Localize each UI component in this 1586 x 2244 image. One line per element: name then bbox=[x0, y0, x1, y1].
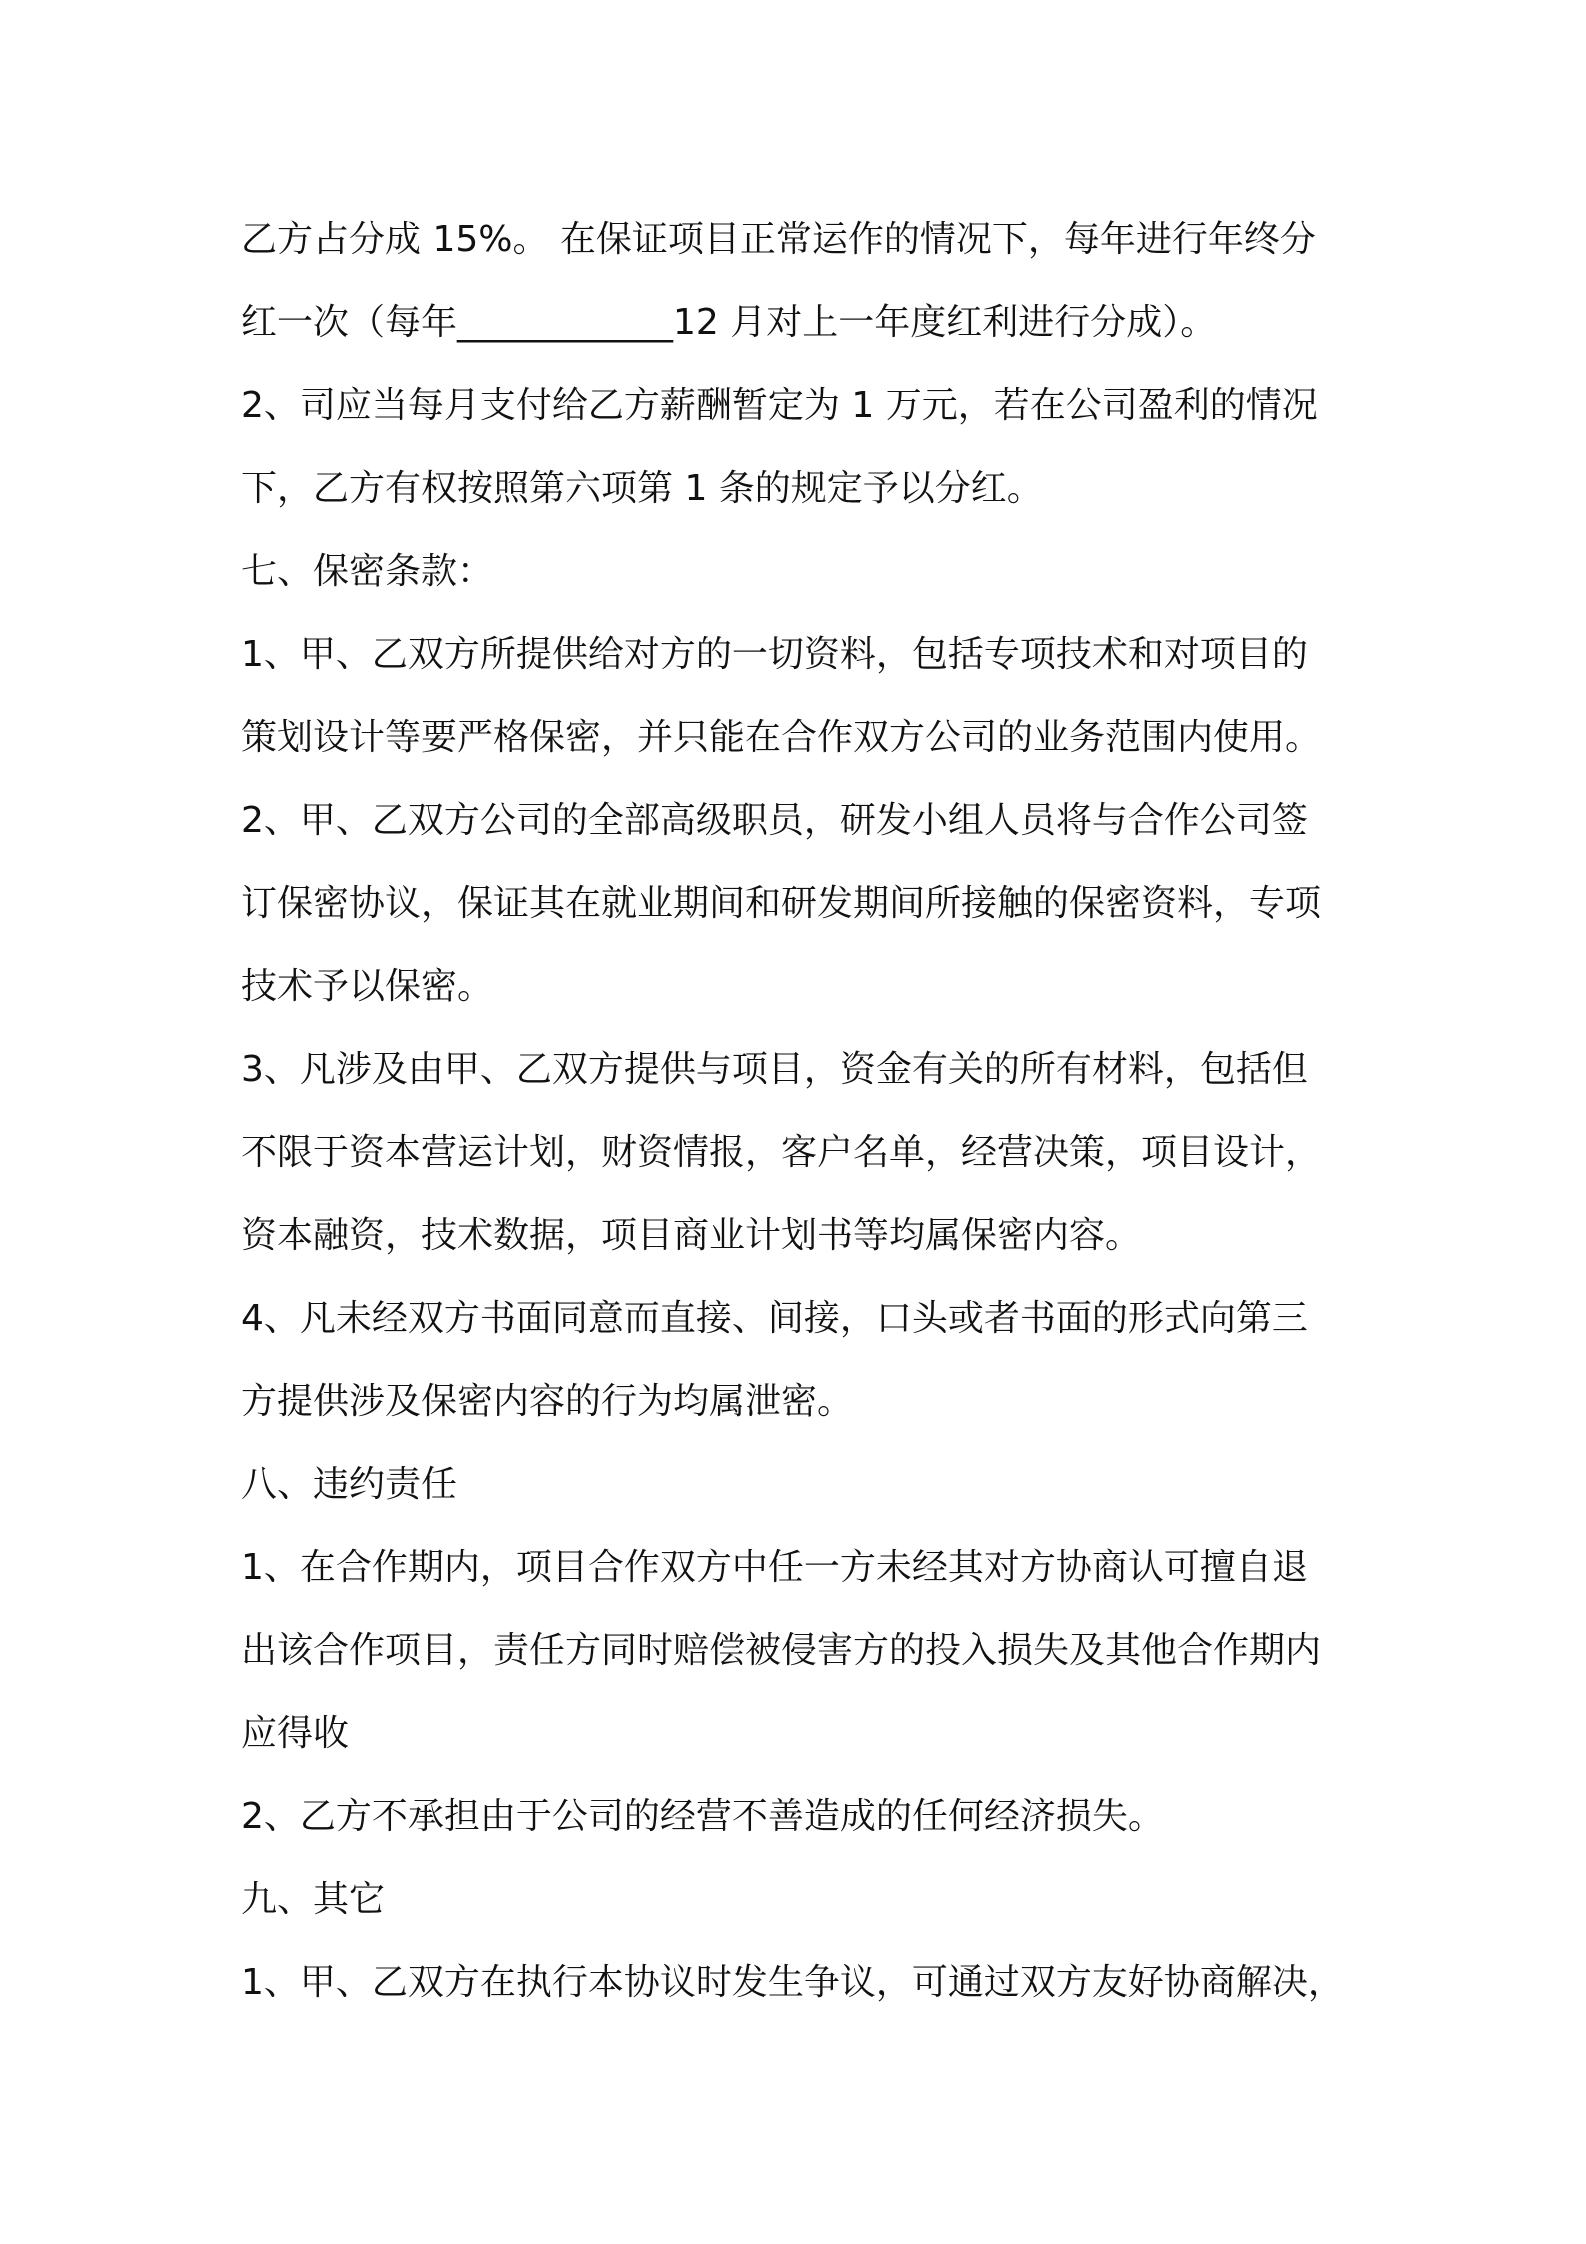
text-line: 资本融资，技术数据，项目商业计划书等均属保密内容。 bbox=[241, 1215, 1142, 1256]
text-line: 方提供涉及保密内容的行为均属泄密。 bbox=[241, 1381, 854, 1422]
section-heading: 八、违约责任 bbox=[241, 1464, 458, 1505]
text-line: 不限于资本营运计划，财资情报，客户名单，经营决策，项目设计， bbox=[241, 1132, 1322, 1173]
section-heading: 九、其它 bbox=[241, 1879, 386, 1920]
text-line: 2、司应当每月支付给乙方薪酬暂定为 1 万元，若在公司盈利的情况 bbox=[241, 385, 1318, 426]
text-line: 策划设计等要严格保密，并只能在合作双方公司的业务范围内使用。 bbox=[241, 717, 1322, 758]
text-line: 技术予以保密。 bbox=[241, 966, 494, 1007]
text-line: 出该合作项目，责任方同时赔偿被侵害方的投入损失及其他合作期内 bbox=[241, 1630, 1322, 1671]
text-line: 3、凡涉及由甲、乙双方提供与项目，资金有关的所有材料，包括但 bbox=[241, 1049, 1308, 1090]
section-heading: 七、保密条款： bbox=[241, 551, 494, 592]
text-line: 下，乙方有权按照第六项第 1 条的规定予以分红。 bbox=[241, 468, 1043, 509]
text-line: 1、甲、乙双方所提供给对方的一切资料，包括专项技术和对项目的 bbox=[241, 634, 1308, 675]
text-line: 2、甲、乙双方公司的全部高级职员，研发小组人员将与合作公司签 bbox=[241, 800, 1308, 841]
text-line: 红一次（每年____________12 月对上一年度红利进行分成）。 bbox=[241, 302, 1217, 343]
document-body bbox=[241, 198, 1361, 2024]
text-line: 1、甲、乙双方在执行本协议时发生争议，可通过双方友好协商解决， bbox=[241, 1962, 1344, 2003]
text-line: 4、凡未经双方书面同意而直接、间接，口头或者书面的形式向第三 bbox=[241, 1298, 1308, 1339]
text-line: 2、乙方不承担由于公司的经营不善造成的任何经济损失。 bbox=[241, 1796, 1164, 1837]
text-line: 订保密协议，保证其在就业期间和研发期间所接触的保密资料，专项 bbox=[241, 883, 1322, 924]
text-line: 应得收 bbox=[241, 1713, 350, 1754]
text-line: 乙方占分成 15%。 在保证项目正常运作的情况下，每年进行年终分 bbox=[241, 219, 1316, 260]
text-line: 1、在合作期内，项目合作双方中任一方未经其对方协商认可擅自退 bbox=[241, 1547, 1308, 1588]
